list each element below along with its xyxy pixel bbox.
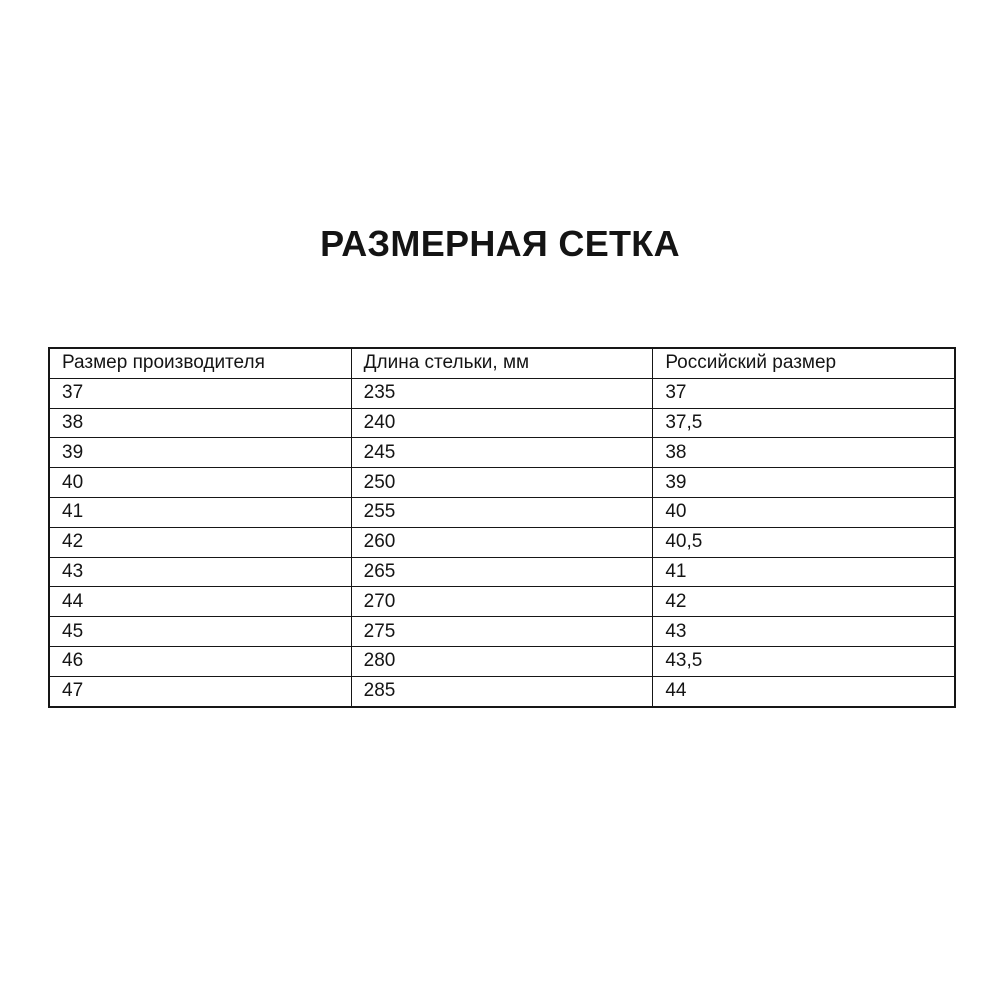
column-header-insole-length: Длина стельки, мм — [351, 348, 653, 378]
table-row — [49, 587, 955, 617]
table-cell: 41 — [653, 557, 955, 587]
table-row — [49, 408, 955, 438]
table-cell: 39 — [653, 468, 955, 498]
table-cell: 44 — [653, 676, 955, 706]
table-row — [49, 468, 955, 498]
table-cell: 43 — [653, 617, 955, 647]
table-cell: 43 — [49, 557, 351, 587]
table-row — [49, 676, 955, 706]
column-header-russian-size: Российский размер — [653, 348, 955, 378]
table-cell: 39 — [49, 438, 351, 468]
table-cell: 47 — [49, 676, 351, 706]
table-cell: 255 — [351, 497, 653, 527]
page-title: РАЗМЕРНАЯ СЕТКА — [320, 223, 680, 264]
table-row — [49, 438, 955, 468]
table-cell: 235 — [351, 378, 653, 408]
table-cell: 44 — [49, 587, 351, 617]
table-cell: 37 — [653, 378, 955, 408]
table-cell: 245 — [351, 438, 653, 468]
table-cell: 265 — [351, 557, 653, 587]
table-cell: 41 — [49, 497, 351, 527]
table-cell: 280 — [351, 646, 653, 676]
table-cell: 40 — [49, 468, 351, 498]
table-cell: 37 — [49, 378, 351, 408]
table-cell: 275 — [351, 617, 653, 647]
table-cell: 42 — [49, 527, 351, 557]
table-cell: 42 — [653, 587, 955, 617]
column-header-manufacturer-size: Размер производителя — [49, 348, 351, 378]
size-chart-table — [48, 347, 956, 708]
table-cell: 40,5 — [653, 527, 955, 557]
table-header-row — [49, 348, 955, 378]
table-row — [49, 527, 955, 557]
table-row — [49, 557, 955, 587]
table-row — [49, 646, 955, 676]
table-cell: 38 — [653, 438, 955, 468]
table-cell: 45 — [49, 617, 351, 647]
table-cell: 46 — [49, 646, 351, 676]
table-cell: 270 — [351, 587, 653, 617]
table-cell: 240 — [351, 408, 653, 438]
table-row — [49, 378, 955, 408]
table-cell: 38 — [49, 408, 351, 438]
table-cell: 40 — [653, 497, 955, 527]
table-cell: 37,5 — [653, 408, 955, 438]
table-row — [49, 497, 955, 527]
table-cell: 43,5 — [653, 646, 955, 676]
table-cell: 260 — [351, 527, 653, 557]
table-cell: 250 — [351, 468, 653, 498]
table-cell: 285 — [351, 676, 653, 706]
table-row — [49, 617, 955, 647]
